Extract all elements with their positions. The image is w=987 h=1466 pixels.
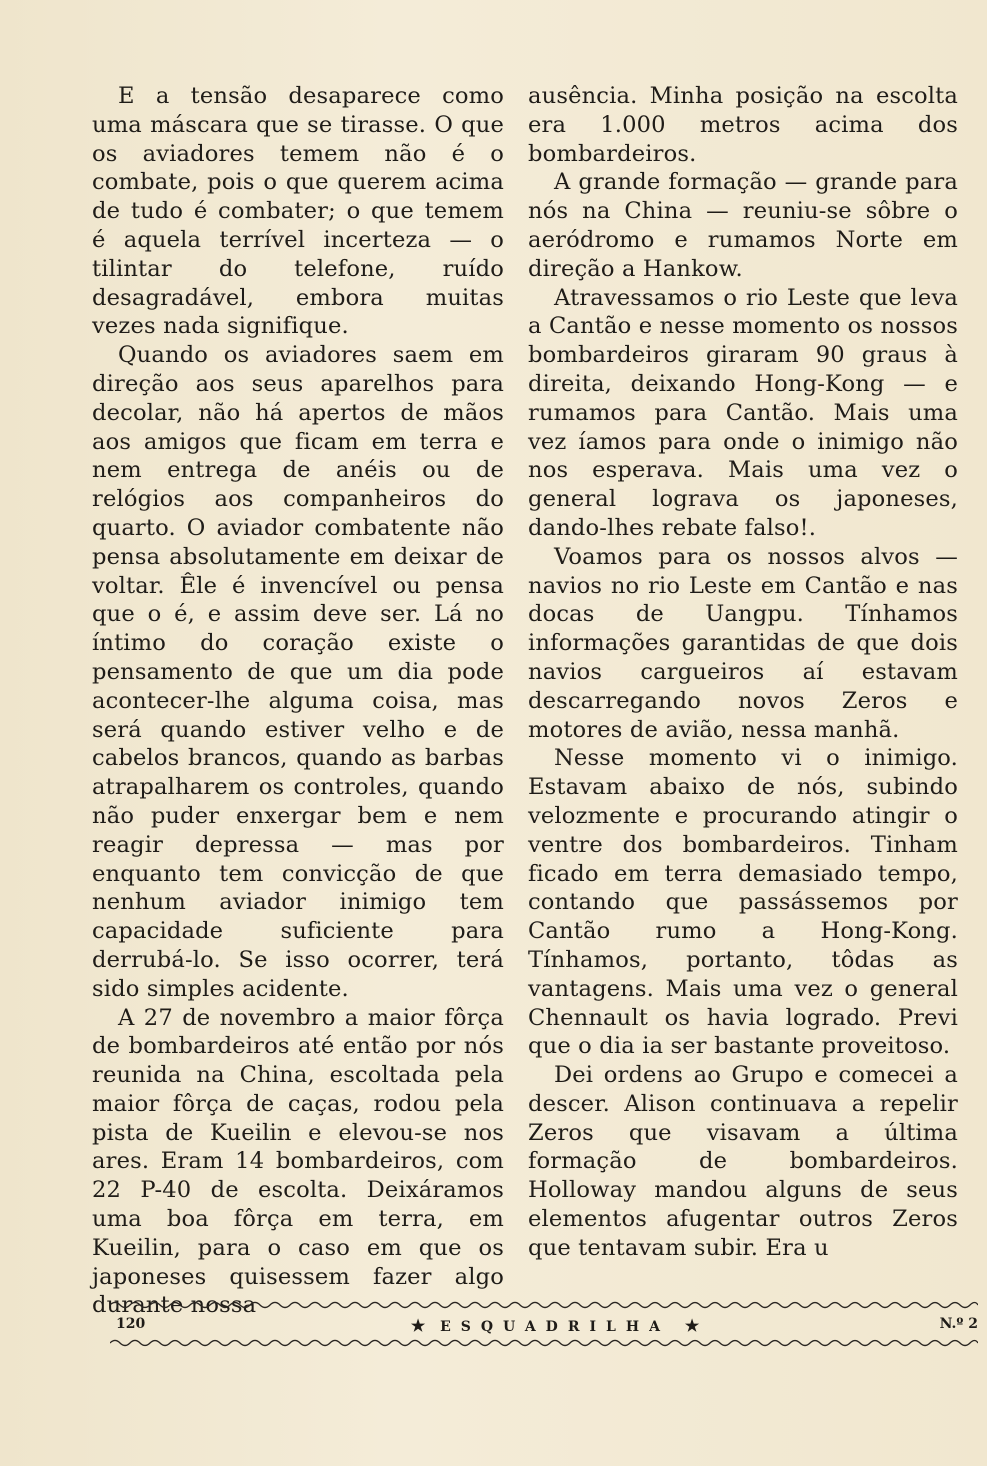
paragraph: Nesse momento vi o inimigo. Estavam abaixo de nós, subindo velozmente e procurando atingir o ventre dos bombardeiros. Tinham ficado em terra demasiado tempo, contando que passássemos por Cantão rumo a Hong-Kong. Tínhamos, portanto, tôdas as vantagens. Mais uma vez o general Chennault os havia logrado. Previ que o dia ia ser bastante proveitoso. [528, 745, 958, 1060]
left-text-column [92, 82, 504, 1320]
paragraph: A grande formação — grande para nós na China — reuniu-se sôbre o aeródromo e rumamos Norte em direção a Hankow. [528, 169, 958, 282]
paragraph: ausência. Minha posição na escolta era 1.000 metros acima dos bombardeiros. [528, 83, 958, 167]
page-footer [110, 1316, 978, 1336]
paragraph: E a tensão desaparece como uma máscara que se tirasse. O que os aviadores temem não é o combate, pois o que querem acima de tudo é combater; o que temem é aquela terrível incerteza — o tilintar do telefone, ruído desagradável, embora muitas vezes nada signifique. [92, 83, 504, 340]
paragraph: A 27 de novembro a maior fôrça de bombardeiros até então por nós reunida na China, escoltada pela maior fôrça de caças, rodou pela pista de Kueilin e elevou-se nos ares. Eram 14 bombardeiros, com 22 P-40 de escolta. Deixáramos uma boa fôrça em terra, em Kueilin, para o caso em que os japoneses quisessem fazer algo durante nossa [92, 1004, 504, 1319]
footer-bottom-rule [110, 1338, 978, 1348]
footer-top-rule [110, 1300, 978, 1310]
page-number: 120 [116, 1316, 146, 1332]
paragraph: Atravessamos o rio Leste que leva a Cantão e nesse momento os nossos bombardeiros giraram 90 graus à direita, deixando Hong-Kong — e rumamos para Cantão. Mais uma vez íamos para onde o inimigo não nos esperava. Mais uma vez o general lograva os japoneses, dando-lhes rebate falso!. [528, 284, 958, 541]
paragraph: Dei ordens ao Grupo e comecei a descer. Alison continuava a repelir Zeros que visavam a última formação de bombardeiros. Holloway mandou alguns de seus elementos afugentar outros Zeros que tentavam subir. Era u [528, 1062, 958, 1261]
right-text-column [528, 82, 958, 1263]
paragraph: Voamos para os nossos alvos — navios no rio Leste em Cantão e nas docas de Uangpu. Tínhamos informações garantidas de que dois navios cargueiros aí estavam descarregando novos Zeros e motores de avião, nessa manhã. [528, 543, 958, 743]
star-icon: ★ [684, 1316, 700, 1335]
magazine-title-bar [390, 1316, 720, 1335]
star-icon: ★ [410, 1316, 426, 1335]
issue-number: N.º 2 [939, 1316, 978, 1332]
paragraph: Quando os aviadores saem em direção aos seus aparelhos para decolar, não há apertos de mãos aos amigos que ficam em terra e nem entrega de anéis ou de relógios aos companheiros do quarto. O aviador combatente não pensa absolutamente em deixar de voltar. Êle é invencível ou pensa que o é, e assim deve ser. Lá no íntimo do coração existe o pensamento de que um dia pode acontecer-lhe alguma coisa, mas será quando estiver velho e de cabelos brancos, quando as barbas atrapalharem os controles, quando não puder enxergar bem e nem reagir depressa — mas por enquanto tem convicção de que nenhum aviador inimigo tem capacidade suficiente para derrubá-lo. Se isso ocorrer, terá sido simples acidente. [92, 342, 504, 1002]
magazine-title: ESQUADRILHA [440, 1319, 670, 1335]
